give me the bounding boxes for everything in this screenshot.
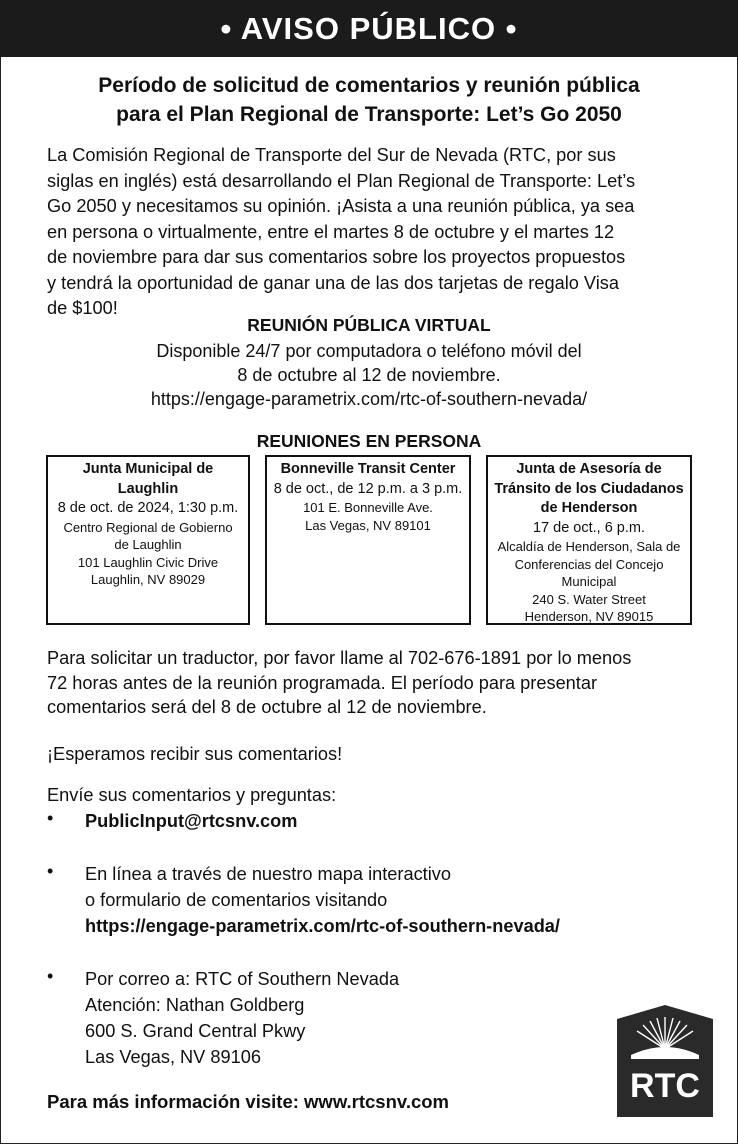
meeting-detail: Centro Regional de Gobierno — [63, 519, 233, 535]
online-url-link[interactable]: https://engage-parametrix.com/rtc-of-southern-nevada/ — [85, 916, 560, 936]
translator-line: 72 horas antes de la reunión programada. El período para presentar — [47, 672, 598, 693]
meeting-detail: Laughlin, NV 89029 — [90, 572, 206, 587]
email-link[interactable]: PublicInput@rtcsnv.com — [85, 811, 298, 831]
virtual-meeting-link[interactable]: https://engage-parametrix.com/rtc-of-southern-nevada/ — [150, 389, 588, 409]
send-comments-intro: Envíe sus comentarios y preguntas: — [47, 785, 337, 805]
meeting-name: Tránsito de los Ciudadanos — [494, 480, 684, 497]
intro-line: La Comisión Regional de Transporte del Sur de Nevada (RTC, por sus — [47, 145, 616, 165]
intro-line: de $100! — [47, 298, 118, 318]
intro-line: y tendrá la oportunidad de ganar una de las dos tarjetas de regalo Visa — [47, 272, 619, 293]
meeting-box-henderson — [486, 455, 692, 625]
meeting-name: Laughlin — [117, 480, 179, 497]
online-option — [85, 861, 705, 939]
mail-line: Las Vegas, NV 89106 — [85, 1047, 261, 1067]
intro-line: Go 2050 y necesitamos su opinión. ¡Asista a una reunión pública, ya sea — [47, 196, 635, 216]
meeting-detail: Las Vegas, NV 89101 — [305, 517, 431, 533]
meeting-date: 8 de oct. de 2024, 1:30 p.m. — [57, 500, 239, 516]
meeting-detail: Henderson, NV 89015 — [524, 609, 654, 624]
bullet-icon: • — [47, 861, 54, 881]
footer-info: Para más información visite: www.rtcsnv.com — [47, 1091, 449, 1112]
meeting-box-bonneville — [265, 455, 471, 625]
meeting-detail: 101 E. Bonneville Ave. — [303, 500, 433, 515]
meeting-name: de Henderson — [540, 500, 638, 516]
title-line: para el Plan Regional de Transporte: Let’s Go 2050 — [116, 103, 622, 126]
virtual-meeting-line: Disponible 24/7 por computadora o teléfono móvil del — [156, 341, 582, 361]
online-line: o formulario de comentarios visitando — [85, 890, 388, 910]
closing-line: ¡Esperamos recibir sus comentarios! — [47, 744, 343, 764]
translator-paragraph — [47, 646, 707, 720]
meeting-name: Junta de Asesoría de — [516, 461, 662, 477]
meeting-detail: Alcaldía de Henderson, Sala de — [497, 539, 681, 554]
online-line: En línea a través de nuestro mapa interactivo — [85, 864, 451, 884]
mail-option — [85, 966, 705, 1070]
bullet-icon: • — [47, 808, 54, 828]
meeting-date: 8 de oct., de 12 p.m. a 3 p.m. — [273, 480, 463, 497]
virtual-meeting-line: 8 de octubre al 12 de noviembre. — [237, 365, 501, 385]
bullet-icon: • — [47, 966, 54, 986]
intro-line: siglas en inglés) está desarrollando el Plan Regional de Transporte: Let’s — [47, 170, 636, 191]
translator-line: Para solicitar un traductor, por favor llame al 702-676-1891 por lo menos — [47, 648, 632, 668]
meeting-detail: Municipal — [561, 574, 617, 589]
meeting-detail: 101 Laughlin Civic Drive — [77, 554, 219, 570]
logo-text: RTC — [630, 1067, 700, 1105]
intro-paragraph — [47, 143, 702, 322]
virtual-meeting-heading: REUNIÓN PÚBLICA VIRTUAL — [247, 315, 491, 335]
meeting-date: 17 de oct., 6 p.m. — [532, 519, 646, 536]
meeting-detail: Conferencias del Concejo — [514, 556, 664, 572]
notice-title — [40, 71, 698, 129]
meeting-detail: 240 S. Water Street — [532, 591, 646, 607]
in-person-heading: REUNIONES EN PERSONA — [256, 431, 482, 451]
banner-title: • AVISO PÚBLICO • — [0, 0, 738, 57]
translator-line: comentarios será del 8 de octubre al 12 de noviembre. — [47, 697, 487, 717]
mail-line: 600 S. Grand Central Pkwy — [85, 1021, 306, 1041]
mail-line: Por correo a: RTC of Southern Nevada — [85, 969, 400, 989]
mail-line: Atención: Nathan Goldberg — [85, 995, 305, 1015]
rtc-logo — [617, 1005, 713, 1117]
meeting-name: Bonneville Transit Center — [280, 461, 456, 477]
intro-line: de noviembre para dar sus comentarios sobre los proyectos propuestos — [47, 247, 626, 267]
intro-line: en persona o virtualmente, entre el martes 8 de octubre y el martes 12 — [47, 221, 615, 242]
meeting-detail: de Laughlin — [114, 537, 182, 552]
meeting-box-laughlin — [46, 455, 250, 625]
meeting-name: Junta Municipal de — [82, 461, 214, 477]
title-line: Período de solicitud de comentarios y reunión pública — [98, 74, 640, 97]
